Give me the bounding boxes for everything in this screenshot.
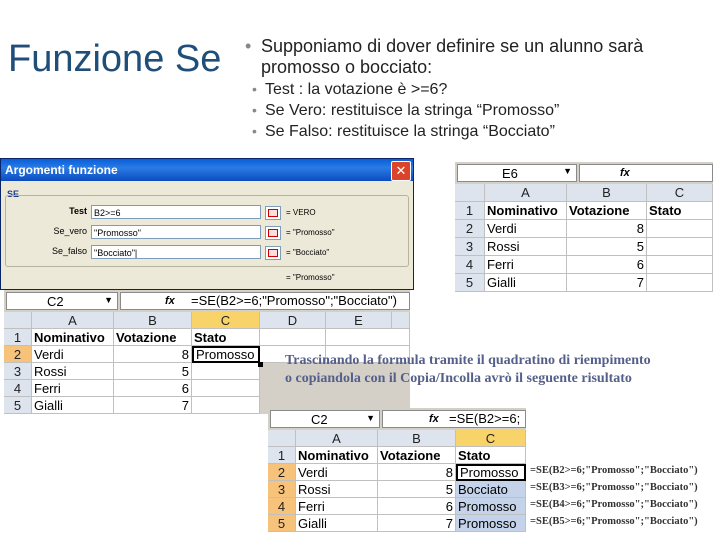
fill-handle[interactable] [258, 362, 263, 367]
cell[interactable]: Promosso [456, 498, 526, 515]
caption-line: Trascinando la formula tramite il quadratino di riempimento [285, 353, 651, 368]
formula-bar[interactable] [120, 292, 410, 310]
name-box-value: E6 [502, 166, 518, 181]
cell[interactable] [647, 274, 713, 292]
cell[interactable] [260, 329, 326, 346]
cell[interactable]: Verdi [296, 464, 378, 481]
name-box-value: C2 [47, 294, 64, 309]
cell[interactable]: Rossi [296, 481, 378, 498]
col-header[interactable]: B [378, 430, 456, 447]
row-header[interactable]: 4 [4, 380, 32, 397]
cell[interactable] [192, 363, 260, 380]
cell[interactable]: Promosso [456, 515, 526, 532]
collapse-dialog-icon[interactable] [265, 246, 281, 260]
cell[interactable]: 7 [378, 515, 456, 532]
sub-bullet [245, 79, 715, 100]
cell[interactable]: Ferri [32, 380, 114, 397]
close-icon[interactable]: ✕ [391, 161, 411, 181]
cell[interactable]: Gialli [485, 274, 567, 292]
fx-icon[interactable]: fx [429, 413, 439, 425]
cell[interactable]: Ferri [485, 256, 567, 274]
bullet-dot-icon: • [245, 36, 252, 56]
row-header[interactable]: 2 [4, 346, 32, 363]
dialog-titlebar[interactable] [1, 159, 413, 181]
col-header[interactable]: C [456, 430, 526, 447]
arg-result-se-falso: = "Bocciato" [286, 248, 330, 257]
col-header-extra[interactable] [392, 312, 410, 329]
sheet-top-right [455, 162, 713, 292]
cell[interactable]: 8 [378, 464, 456, 481]
formula-note: =SE(B4>=6;"Promosso";"Bocciato") [530, 499, 698, 510]
cell[interactable]: 5 [567, 238, 647, 256]
cell[interactable] [647, 238, 713, 256]
cell[interactable]: 7 [114, 397, 192, 414]
row-header[interactable]: 3 [455, 238, 485, 256]
formula-text: =SE(B2>=6; [449, 411, 521, 426]
cell[interactable]: Stato [456, 447, 526, 464]
arg-result-se-vero: = "Promosso" [286, 228, 335, 237]
arg-label-test: Test [69, 206, 87, 216]
row-header[interactable]: 4 [268, 498, 296, 515]
fx-icon[interactable]: fx [165, 295, 175, 307]
arg-input-se-vero[interactable]: "Promosso" [91, 225, 261, 239]
row-header[interactable]: 5 [4, 397, 32, 414]
name-box[interactable] [6, 292, 118, 310]
sub-bullet-text: Se Vero: restituisce la stringa “Promosso” [265, 102, 560, 119]
arg-input-test[interactable]: B2>=6 [91, 205, 261, 219]
corner-cell[interactable] [455, 184, 485, 202]
cell[interactable]: Votazione [114, 329, 192, 346]
row-header[interactable]: 1 [268, 447, 296, 464]
corner-cell[interactable] [268, 430, 296, 447]
caption [285, 352, 715, 388]
collapse-dialog-icon[interactable] [265, 226, 281, 240]
formula-bar[interactable] [382, 410, 526, 428]
name-box-value: C2 [311, 412, 328, 427]
cell[interactable]: Nominativo [32, 329, 114, 346]
sub-bullet [245, 121, 715, 142]
row-header[interactable]: 4 [455, 256, 485, 274]
col-header[interactable]: D [260, 312, 326, 329]
cell[interactable]: Rossi [485, 238, 567, 256]
cell[interactable] [647, 256, 713, 274]
bullet-main-text: Supponiamo di dover definire se un alunno sarà promosso o bocciato: [261, 36, 644, 77]
cell[interactable]: Rossi [32, 363, 114, 380]
row-header[interactable]: 3 [268, 481, 296, 498]
dropdown-arrow-icon[interactable]: ▼ [366, 413, 375, 423]
dialog-function-name: SE [7, 189, 20, 199]
cell[interactable]: Gialli [296, 515, 378, 532]
fx-icon[interactable]: fx [620, 167, 630, 179]
cell[interactable] [647, 220, 713, 238]
col-header[interactable]: B [567, 184, 647, 202]
function-arguments-dialog [0, 158, 414, 290]
row-header[interactable]: 1 [455, 202, 485, 220]
col-header[interactable]: C [192, 312, 260, 329]
cell[interactable] [192, 397, 260, 414]
cell[interactable]: Bocciato [456, 481, 526, 498]
bullet-dot-icon: • [252, 102, 257, 118]
bullet-list [245, 36, 715, 142]
sub-bullet-text: Se Falso: restituisce la stringa “Bocciato” [265, 123, 555, 140]
sheet-bottom [268, 408, 526, 532]
cell[interactable]: 6 [567, 256, 647, 274]
row-header[interactable]: 1 [4, 329, 32, 346]
col-header[interactable]: A [296, 430, 378, 447]
row-header[interactable]: 5 [455, 274, 485, 292]
name-box[interactable] [457, 164, 577, 182]
collapse-dialog-icon[interactable] [265, 206, 281, 220]
dropdown-arrow-icon[interactable]: ▼ [563, 166, 572, 176]
cell[interactable]: Verdi [485, 220, 567, 238]
row-header[interactable]: 2 [455, 220, 485, 238]
cell[interactable]: 5 [114, 363, 192, 380]
cell[interactable]: Ferri [296, 498, 378, 515]
row-header[interactable]: 2 [268, 464, 296, 481]
cell[interactable]: Votazione [567, 202, 647, 220]
grid [455, 184, 713, 292]
formula-note: =SE(B3>=6;"Promosso";"Bocciato") [530, 482, 698, 493]
formula-text: =SE(B2>=6;"Promosso";"Bocciato") [191, 293, 397, 308]
col-header[interactable]: A [485, 184, 567, 202]
cell[interactable]: Verdi [32, 346, 114, 363]
bullet-main [245, 36, 715, 78]
slide-title: Funzione Se [8, 38, 222, 80]
row-header[interactable]: 5 [268, 515, 296, 532]
formula-bar[interactable] [579, 164, 713, 182]
cell[interactable] [192, 380, 260, 397]
name-box[interactable] [270, 410, 380, 428]
cell[interactable] [326, 329, 410, 346]
dropdown-arrow-icon[interactable]: ▼ [104, 295, 113, 305]
arg-label-se-vero: Se_vero [53, 226, 87, 236]
col-header[interactable]: A [32, 312, 114, 329]
cell[interactable]: 7 [567, 274, 647, 292]
active-cell[interactable]: Promosso [456, 464, 526, 481]
col-header[interactable]: E [326, 312, 392, 329]
cell[interactable]: Stato [647, 202, 713, 220]
active-cell[interactable]: Promosso [192, 346, 260, 363]
cell[interactable]: Stato [192, 329, 260, 346]
row-header[interactable]: 3 [4, 363, 32, 380]
cell[interactable]: 8 [567, 220, 647, 238]
cell[interactable]: 6 [378, 498, 456, 515]
arg-label-se-falso: Se_falso [51, 246, 87, 256]
grid [268, 430, 526, 532]
cell[interactable]: Votazione [378, 447, 456, 464]
cell[interactable]: 6 [114, 380, 192, 397]
sub-bullet [245, 100, 715, 121]
formula-note: =SE(B2>=6;"Promosso";"Bocciato") [530, 465, 698, 476]
bullet-dot-icon: • [252, 81, 257, 97]
arg-result-test: = VERO [286, 208, 316, 217]
dialog-title: Argomenti funzione [5, 163, 118, 177]
overall-result: = "Promosso" [286, 273, 335, 282]
arg-input-se-falso[interactable]: "Bocciato"| [91, 245, 261, 259]
sub-bullet-text: Test : la votazione è >=6? [265, 81, 448, 98]
formula-note: =SE(B5>=6;"Promosso";"Bocciato") [530, 516, 698, 527]
cell[interactable]: Nominativo [485, 202, 567, 220]
cell[interactable]: Nominativo [296, 447, 378, 464]
cell[interactable]: Gialli [32, 397, 114, 414]
col-header[interactable]: B [114, 312, 192, 329]
caption-line: o copiandola con il Copia/Incolla avrò il seguente risultato [285, 371, 632, 386]
bullet-dot-icon: • [252, 123, 257, 139]
cell[interactable]: 8 [114, 346, 192, 363]
corner-cell[interactable] [4, 312, 32, 329]
col-header[interactable]: C [647, 184, 713, 202]
cell[interactable]: 5 [378, 481, 456, 498]
